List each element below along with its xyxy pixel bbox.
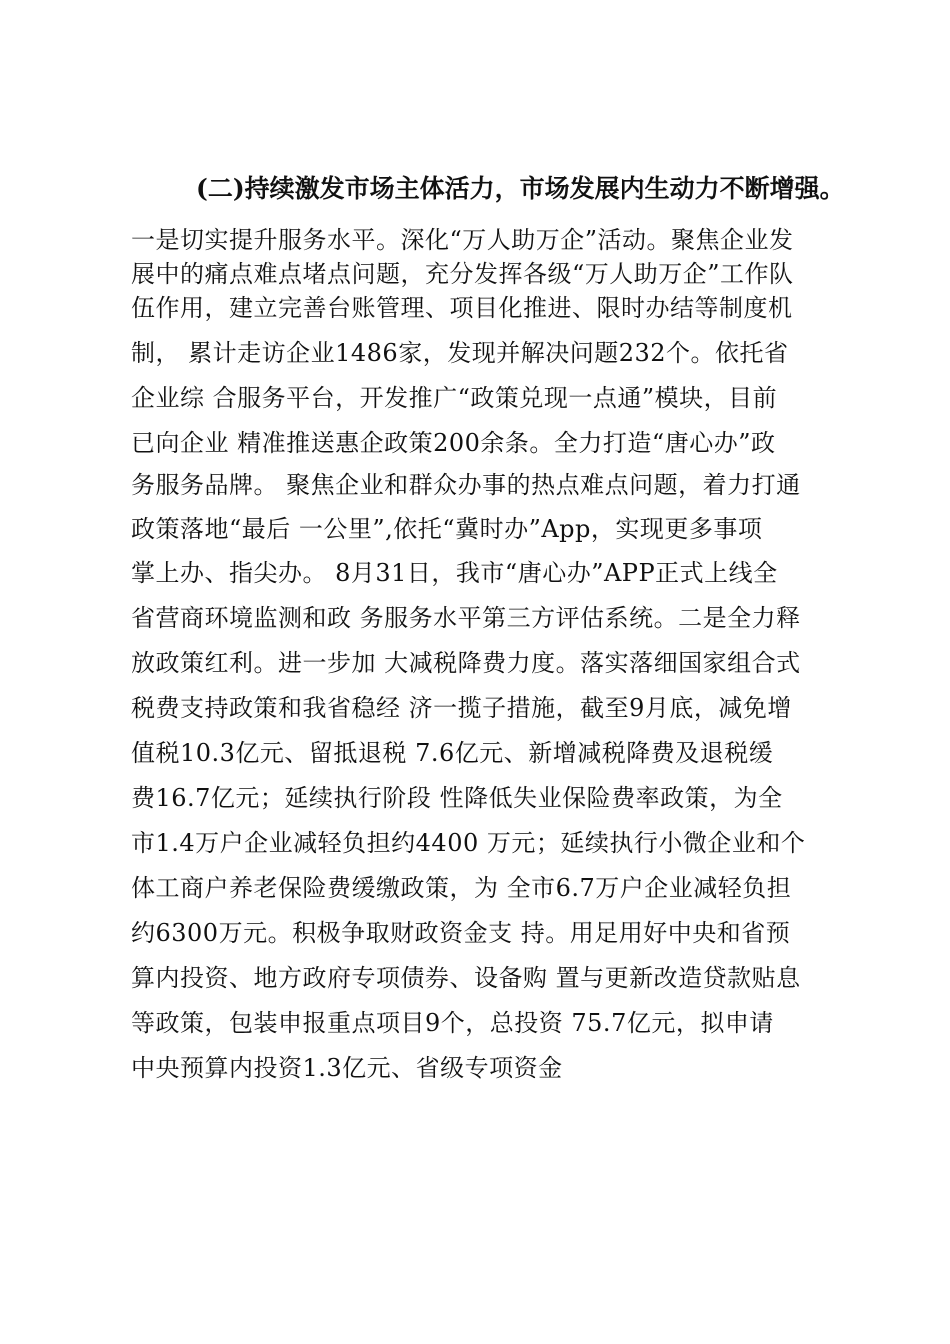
body-line-16: 体工商户养老保险费缓缴政策，为 全市6.7万户企业减轻负担: [131, 874, 792, 902]
body-line-15: 市1.4万户企业减轻负担约4400 万元；延续执行小微企业和个: [131, 829, 806, 857]
body-line-5: 企业综 合服务平台，开发推广“政策兑现一点通”模块，目前: [131, 384, 778, 412]
body-line-11: 放政策红利。进一步加 大减税降费力度。落实落细国家组合式: [131, 649, 801, 677]
body-line-2: 展中的痛点难点堵点问题，充分发挥各级“万人助万企”工作队: [131, 260, 794, 288]
body-line-4: 制， 累计走访企业1486家，发现并解决问题232个。依托省: [131, 339, 789, 367]
body-line-14: 费16.7亿元；延续执行阶段 性降低失业保险费率政策，为全: [131, 784, 783, 812]
section-heading: (二)持续激发市场主体活力，市场发展内生动力不断增强。: [196, 174, 845, 203]
body-line-12: 税费支持政策和我省稳经 济一揽子措施，截至9月底，减免增: [131, 694, 792, 722]
body-line-17: 约6300万元。积极争取财政资金支 持。用足用好中央和省预: [131, 919, 791, 947]
body-line-13: 值税10.3亿元、留抵退税 7.6亿元、新增减税降费及退税缓: [131, 739, 774, 767]
body-line-19: 等政策，包装申报重点项目9个，总投资 75.7亿元，拟申请: [131, 1009, 774, 1037]
body-line-18: 算内投资、地方政府专项债券、设备购 置与更新改造贷款贴息: [131, 964, 801, 992]
body-line-6: 已向企业 精准推送惠企政策200余条。全力打造“唐心办”政: [131, 429, 776, 457]
body-line-3: 伍作用，建立完善台账管理、项目化推进、限时办结等制度机: [131, 294, 793, 322]
body-line-8: 政策落地“最后 一公里”,依托“冀时办”App，实现更多事项: [131, 515, 763, 543]
body-line-7: 务服务品牌。 聚焦企业和群众办事的热点难点问题，着力打通: [131, 471, 801, 499]
body-line-1: 一是切实提升服务水平。深化“万人助万企”活动。聚焦企业发: [131, 226, 794, 254]
body-line-10: 省营商环境监测和政 务服务水平第三方评估系统。二是全力释: [131, 604, 801, 632]
body-line-9: 掌上办、指尖办。 8月31日，我市“唐心办”APP正式上线全: [131, 559, 778, 587]
body-line-20: 中央预算内投资1.3亿元、省级专项资金: [131, 1054, 563, 1082]
